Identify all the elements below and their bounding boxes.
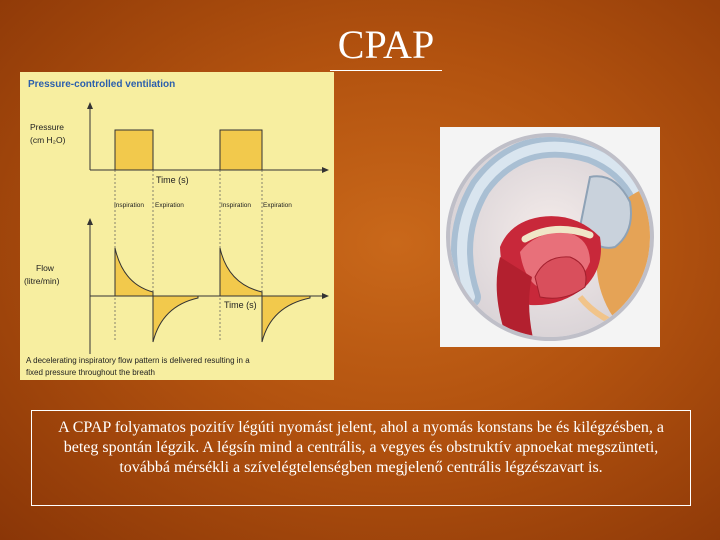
slide-caption: A CPAP folyamatos pozitív légúti nyomást jelent, ahol a nyomás konstans be és kilégzésben, a beteg spontán légzik. A légsín mind a centrális, a vegyes és obstruktív apnoekat megszünteti, továbbá mérsékli a szívelégtelenségben megjelenő centrális légzészavart is. [31, 410, 691, 506]
phase-label-expiration-2: Expiration [263, 202, 292, 209]
flow-axis-unit: (litre/min) [24, 276, 60, 286]
pressure-axis-unit: (cm H₂O) [30, 135, 66, 145]
pressure-x-arrow [322, 167, 329, 173]
flow-inspiration-curve-2 [220, 248, 262, 296]
slide-title: CPAP [330, 22, 442, 71]
flow-expiration-curve-1 [153, 296, 198, 342]
airway-illustration-frame [440, 127, 660, 347]
flow-y-arrow [87, 218, 93, 225]
diagram-title: Pressure-controlled ventilation [28, 79, 176, 90]
diagram-footnote-line1: A decelerating inspiratory flow pattern is delivered resulting in a [26, 356, 250, 365]
flow-x-arrow [322, 293, 329, 299]
diagram-footnote-line2: fixed pressure throughout the breath [26, 368, 155, 377]
phase-label-expiration-1: Expiration [155, 202, 184, 209]
pressure-axis-label: Pressure [30, 122, 65, 132]
time-axis-label-1: Time (s) [156, 175, 189, 185]
pressure-inspiration-block-2 [220, 130, 262, 170]
flow-expiration-curve-2 [262, 296, 310, 342]
flow-axis-label: Flow [36, 263, 54, 273]
pressure-y-arrow [87, 102, 93, 109]
time-axis-label-2: Time (s) [224, 300, 257, 310]
flow-inspiration-curve-1 [115, 248, 153, 296]
phase-label-inspiration-2: Inspiration [221, 202, 251, 209]
airway-anatomy-illustration [440, 127, 660, 347]
phase-label-inspiration-1: Inspiration [114, 202, 144, 209]
pressure-inspiration-block-1 [115, 130, 153, 170]
ventilation-diagram [20, 72, 334, 380]
